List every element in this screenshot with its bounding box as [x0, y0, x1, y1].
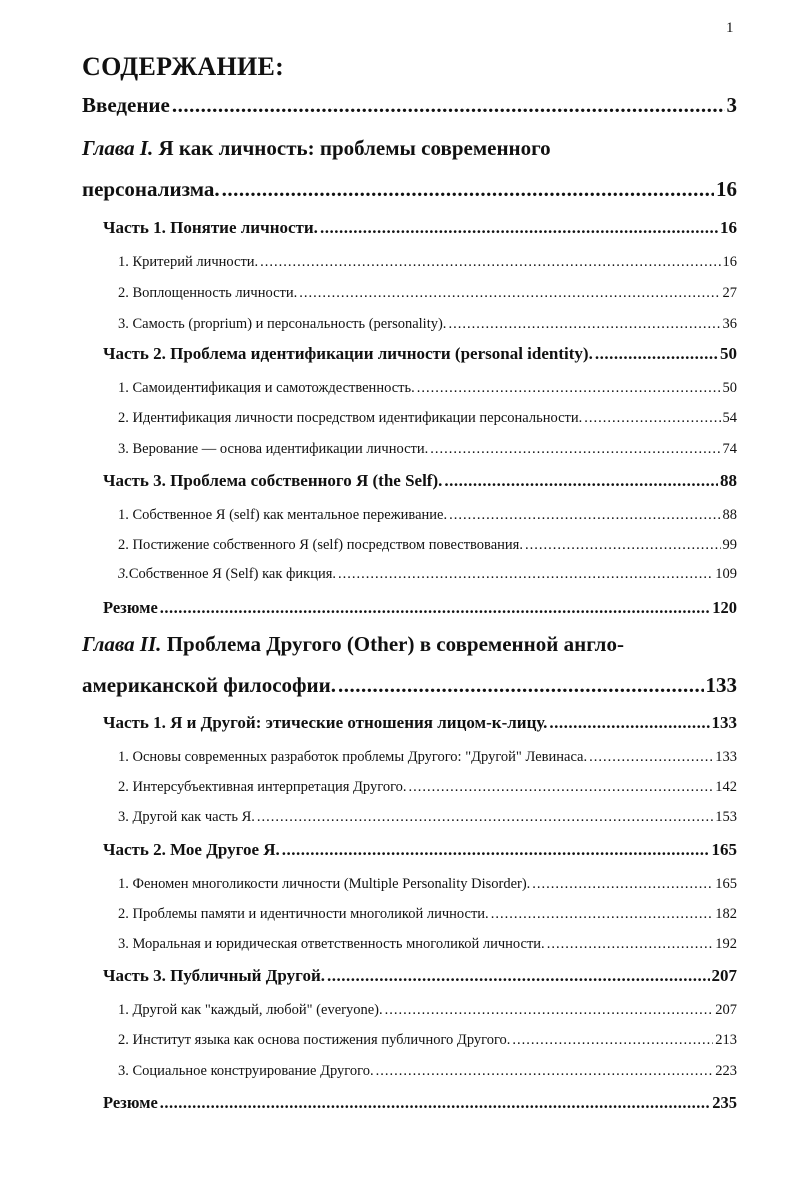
toc-label: 3. Другой как часть Я.	[118, 809, 255, 825]
toc-label: Часть 2. Мое Другое Я.	[103, 840, 280, 859]
toc-label	[118, 566, 336, 583]
toc-label: американской философии.	[82, 673, 336, 697]
toc-label: Часть 2. Проблема идентификации личности (personal identity).	[103, 344, 593, 363]
toc-resume[interactable]	[103, 1093, 737, 1113]
toc-item[interactable]	[118, 936, 737, 953]
page-title: СОДЕРЖАНИЕ:	[82, 52, 285, 81]
toc-label: 2. Проблемы памяти и идентичности многоликой личности.	[118, 906, 489, 922]
dot-leader	[525, 537, 721, 554]
dot-leader	[512, 1032, 713, 1049]
toc-item[interactable]	[118, 316, 737, 333]
dot-leader	[549, 713, 709, 733]
toc-page: 133	[715, 749, 737, 765]
toc-page: 50	[720, 344, 737, 363]
toc-page: 192	[715, 936, 737, 952]
toc-page: 120	[712, 598, 737, 617]
dot-leader	[320, 218, 718, 238]
toc-label: 3. Социальное конструирование Другого.	[118, 1063, 374, 1079]
toc-item[interactable]	[118, 876, 737, 893]
dot-leader	[584, 410, 720, 427]
dot-leader	[338, 566, 713, 583]
toc-part[interactable]	[103, 218, 737, 238]
toc-page: 207	[715, 1002, 737, 1018]
toc-label: 3. Верование — основа идентификации личности.	[118, 441, 429, 457]
toc-label: 1. Собственное Я (self) как ментальное переживание.	[118, 507, 448, 523]
dot-leader	[409, 779, 714, 796]
toc-label: Часть 3. Публичный Другой.	[103, 966, 325, 985]
chapter-prefix: Глава II.	[82, 632, 162, 656]
toc-page: 88	[722, 507, 737, 523]
toc-page: 16	[716, 177, 737, 201]
toc-item[interactable]	[118, 1002, 737, 1019]
dot-leader	[589, 749, 713, 766]
toc-label: Часть 1. Понятие личности.	[103, 218, 318, 237]
dot-leader	[444, 471, 718, 491]
toc-label: 2. Постижение собственного Я (self) посредством повествования.	[118, 537, 523, 553]
toc-label: 2. Идентификация личности посредством идентификации персональности.	[118, 410, 583, 426]
dot-leader	[448, 316, 720, 333]
toc-item[interactable]	[118, 906, 737, 923]
toc-part[interactable]	[103, 966, 737, 986]
toc-label: Часть 3. Проблема собственного Я (the Self).	[103, 471, 443, 490]
toc-part[interactable]	[103, 471, 737, 491]
toc-page: 165	[715, 876, 737, 892]
toc-item[interactable]	[118, 566, 737, 583]
toc-label: Введение	[82, 93, 170, 117]
toc-page: 213	[715, 1032, 737, 1048]
dot-leader	[417, 380, 721, 397]
toc-page: 3	[726, 93, 737, 117]
dot-leader	[299, 285, 720, 302]
item-number: 3.	[118, 566, 129, 582]
toc-item[interactable]	[118, 507, 737, 524]
dot-leader	[160, 598, 710, 618]
toc-page: 99	[722, 537, 737, 553]
toc-label: Резюме	[103, 1093, 158, 1112]
toc-item[interactable]	[118, 779, 737, 796]
dot-leader	[172, 93, 725, 118]
dot-leader	[260, 254, 720, 271]
toc-page: 88	[720, 471, 737, 490]
dot-leader	[532, 876, 713, 893]
toc-item[interactable]	[118, 380, 737, 397]
toc-label: 3. Моральная и юридическая ответственность многоликой личности.	[118, 936, 545, 952]
chapter-title-text: Я как личность: проблемы современного	[153, 136, 551, 160]
toc-page: 109	[715, 566, 737, 582]
dot-leader	[222, 177, 714, 202]
toc-item[interactable]	[118, 749, 737, 766]
toc-label: 1. Другой как "каждый, любой" (everyone).	[118, 1002, 383, 1018]
toc-label: Часть 1. Я и Другой: этические отношения лицом-к-лицу.	[103, 713, 548, 732]
dot-leader	[449, 507, 720, 524]
dot-leader	[376, 1063, 714, 1080]
dot-leader	[547, 936, 714, 953]
toc-page: 235	[712, 1093, 737, 1112]
toc-part[interactable]	[103, 344, 737, 364]
toc-page: 50	[722, 380, 737, 396]
toc-item[interactable]	[118, 809, 737, 826]
chapter-title-text: Проблема Другого (Other) в современной англо-	[161, 632, 624, 656]
toc-label: Резюме	[103, 598, 158, 617]
toc-page: 133	[705, 673, 737, 697]
toc-label: 3. Самость (proprium) и персональность (personality).	[118, 316, 447, 332]
toc-page: 27	[722, 285, 737, 301]
toc-label: 1. Феномен многоликости личности (Multiple Personality Disorder).	[118, 876, 531, 892]
dot-leader	[595, 344, 718, 364]
toc-page: 16	[720, 218, 737, 237]
dot-leader	[491, 906, 714, 923]
toc-label: 1. Основы современных разработок проблемы Другого: "Другой" Левинаса.	[118, 749, 588, 765]
dot-leader	[338, 673, 704, 698]
toc-label: персонализма.	[82, 177, 220, 201]
dot-leader	[385, 1002, 714, 1019]
toc-item[interactable]	[118, 285, 737, 302]
toc-label: 2. Интерсубъективная интерпретация Другого.	[118, 779, 407, 795]
toc-page: 207	[711, 966, 737, 985]
toc-label: 2. Воплощенность личности.	[118, 285, 298, 301]
toc-label: 1. Критерий личности.	[118, 254, 259, 270]
toc-part[interactable]	[103, 713, 737, 733]
toc-label: 2. Институт языка как основа постижения публичного Другого.	[118, 1032, 511, 1048]
toc-item[interactable]	[118, 1063, 737, 1080]
toc-label: 1. Самоидентификация и самотождественность.	[118, 380, 415, 396]
toc-item[interactable]	[118, 254, 737, 271]
toc-page: 165	[711, 840, 737, 859]
toc-resume[interactable]	[103, 598, 737, 618]
toc-part[interactable]	[103, 840, 737, 860]
toc-page: 74	[722, 441, 737, 457]
toc-page: 223	[715, 1063, 737, 1079]
toc-item[interactable]	[118, 410, 737, 427]
toc-page: 182	[715, 906, 737, 922]
toc-item[interactable]	[118, 1032, 737, 1049]
toc-chapter-2[interactable]	[82, 673, 737, 698]
toc-page: 54	[722, 410, 737, 426]
dot-leader	[160, 1093, 710, 1113]
toc-page: 16	[722, 254, 737, 270]
toc-page: 133	[711, 713, 737, 732]
dot-leader	[430, 441, 720, 458]
chapter-2-title[interactable]	[82, 632, 624, 657]
toc-item[interactable]	[118, 441, 737, 458]
chapter-1-title[interactable]	[82, 136, 551, 161]
page-number: 1	[726, 20, 734, 36]
toc-page: 153	[715, 809, 737, 825]
dot-leader	[327, 966, 710, 986]
dot-leader	[257, 809, 713, 826]
dot-leader	[282, 840, 710, 860]
toc-item[interactable]	[118, 537, 737, 554]
chapter-prefix: Глава I.	[82, 136, 154, 160]
toc-intro[interactable]	[82, 93, 737, 118]
toc-page: 36	[722, 316, 737, 332]
item-text: Собственное Я (Self) как фикция.	[128, 566, 337, 582]
toc-page: 142	[715, 779, 737, 795]
toc-chapter-1[interactable]	[82, 177, 737, 202]
